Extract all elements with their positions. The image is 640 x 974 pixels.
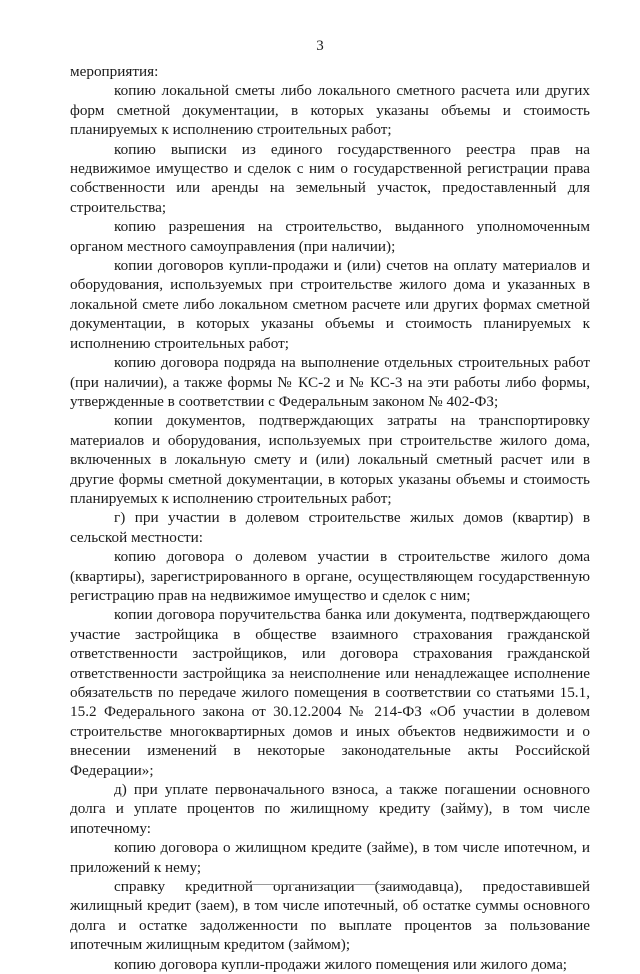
paragraph: копию локальной сметы либо локального сметного расчета или других форм сметной документации, в которых указаны объемы и стоимость планируемых к исполнению строительных работ;: [70, 82, 590, 139]
bottom-rule: [232, 884, 412, 885]
paragraph: копию договора о жилищном кредите (займе), в том числе ипотечном, и приложений к нему;: [70, 839, 590, 876]
page-number: 3: [316, 38, 324, 54]
paragraph: копию разрешения на строительство, выданного уполномоченным органом местного самоуправления (при наличии);: [70, 218, 590, 255]
paragraph: копию договора подряда на выполнение отдельных строительных работ (при наличии), а также формы № КС-2 и № КС-3 на эти работы либо формы, утвержденные в соответствии с Федеральным законом № 402-ФЗ;: [70, 354, 590, 410]
paragraph: справку кредитной организации (заимодавца), предоставившей жилищный кредит (заем), в том числе ипотечный, об остатке суммы основного долга и остатке задолженности по выплате процентов за пользование ипотечным жилищным кредитом (займом);: [70, 878, 590, 954]
paragraph: копию договора купли-продажи жилого помещения или жилого дома;: [114, 955, 568, 973]
paragraph: копию договора о долевом участии в строительстве жилого дома (квартиры), зарегистрированного в органе, осуществляющем государственную регистрацию прав на недвижимое имущество и сделок с ним;: [70, 548, 590, 604]
paragraph: копии договоров купли-продажи и (или) счетов на оплату материалов и оборудования, используемых при строительстве жилого дома и указанных в локальной смете либо локальном сметном расчете или других формах сметной документации, в которых указаны объемы и стоимость планируемых к исполнению строительных работ;: [70, 257, 590, 352]
paragraph: копию выписки из единого государственного реестра прав на недвижимое имущество и сделок с ним о государственной регистрации права собственности или аренды на земельный участок, предоставленный для строительства;: [70, 140, 590, 216]
paragraph: копии договора поручительства банка или документа, подтверждающего участие застройщика в обществе взаимного страхования гражданской ответственности застройщиков, или договора страхования гражданской ответственности застройщика за неисполнение или ненадлежащее исполнение обязательств по передаче жилого помещения в соответствии со статьями 15.1, 15.2 Федерального закона от 30.12.2004 № 214-ФЗ «Об участии в долевом строительстве многоквартирных домов и иных объектов недвижимости и о внесении изменений в некоторые законодательные акты Российской Федерации»;: [70, 606, 590, 779]
paragraph: г) при участии в долевом строительстве жилых домов (квартир) в сельской местности:: [70, 509, 590, 546]
paragraph: д) при уплате первоначального взноса, а также погашении основного долга и уплате процентов по жилищному кредиту (займу), в том числе ипотечному:: [70, 781, 590, 837]
paragraph: мероприятия:: [70, 63, 159, 80]
document-body: [70, 62, 590, 974]
paragraph: копии документов, подтверждающих затраты на транспортировку материалов и оборудования, используемых при строительстве жилого дома, включенных в локальную смету и (или) локальный сметный расчет или в другие формы сметной документации, в которых указаны объемы и стоимость планируемых к исполнению строительных работ;: [70, 412, 590, 507]
